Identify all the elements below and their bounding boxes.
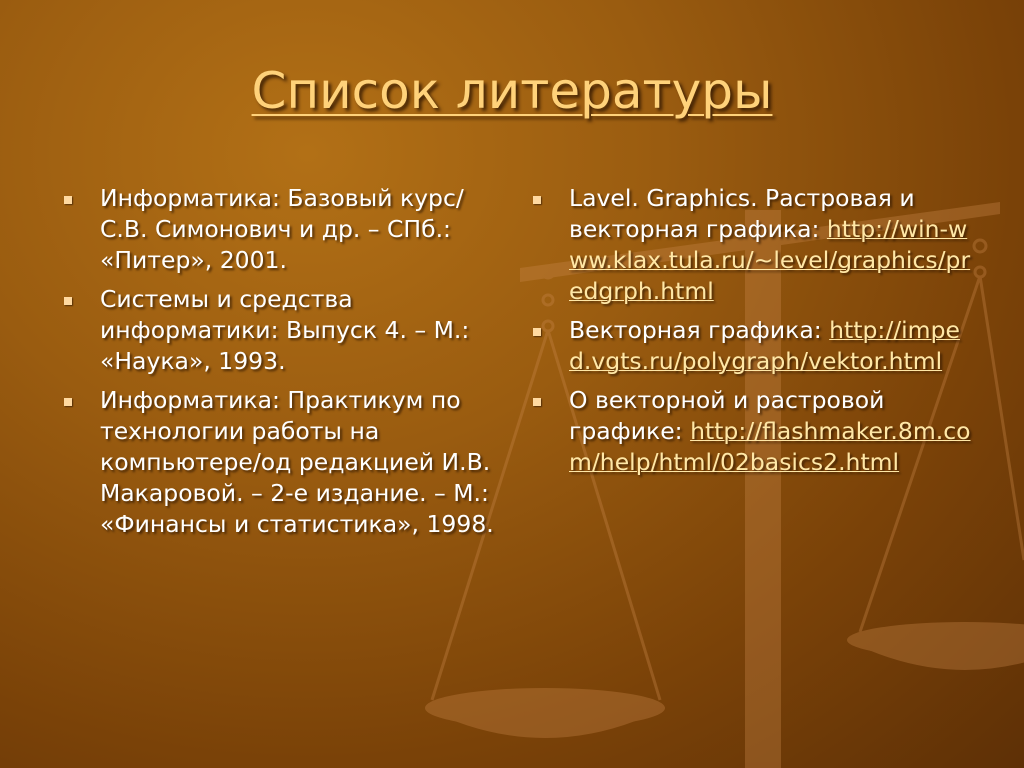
left-bibliography-list <box>62 183 502 548</box>
list-item <box>62 385 502 540</box>
list-item <box>531 183 971 307</box>
list-item-text: Lavel. Graphics. Растровая и векторная графика: <box>569 184 915 243</box>
list-item <box>531 315 971 377</box>
reference-link[interactable]: http://win-www.klax.tula.ru/~level/graphics/predgrph.html <box>569 215 971 305</box>
list-item-text: Системы и средства информатики: Выпуск 4. – М.: «Наука», 1993. <box>100 285 470 375</box>
square-bullet-icon <box>533 196 541 204</box>
square-bullet-icon <box>64 297 72 305</box>
square-bullet-icon <box>64 196 72 204</box>
square-bullet-icon <box>64 398 72 406</box>
list-item <box>62 183 502 276</box>
list-item-text: О векторной и растровой графике: <box>569 386 885 445</box>
square-bullet-icon <box>533 328 541 336</box>
reference-link[interactable]: http://imped.vgts.ru/polygraph/vektor.html <box>569 316 960 375</box>
list-item-text: Информатика: Базовый курс/С.В. Симонович и др. – СПб.: «Питер», 2001. <box>100 184 464 274</box>
square-bullet-icon <box>533 398 541 406</box>
reference-link[interactable]: http://flashmaker.8m.com/help/html/02basics2.html <box>569 417 971 476</box>
list-item <box>62 284 502 377</box>
list-item <box>531 385 971 478</box>
list-item-text: Информатика: Практикум по технологии работы на компьютере/од редакцией И.В. Макаровой. – 2-е издание. – М.: «Финансы и статистика», 1998. <box>100 386 494 538</box>
right-bibliography-list <box>531 183 971 486</box>
list-item-text: Векторная графика: <box>569 316 830 344</box>
slide-title: Список литературы <box>251 62 773 120</box>
